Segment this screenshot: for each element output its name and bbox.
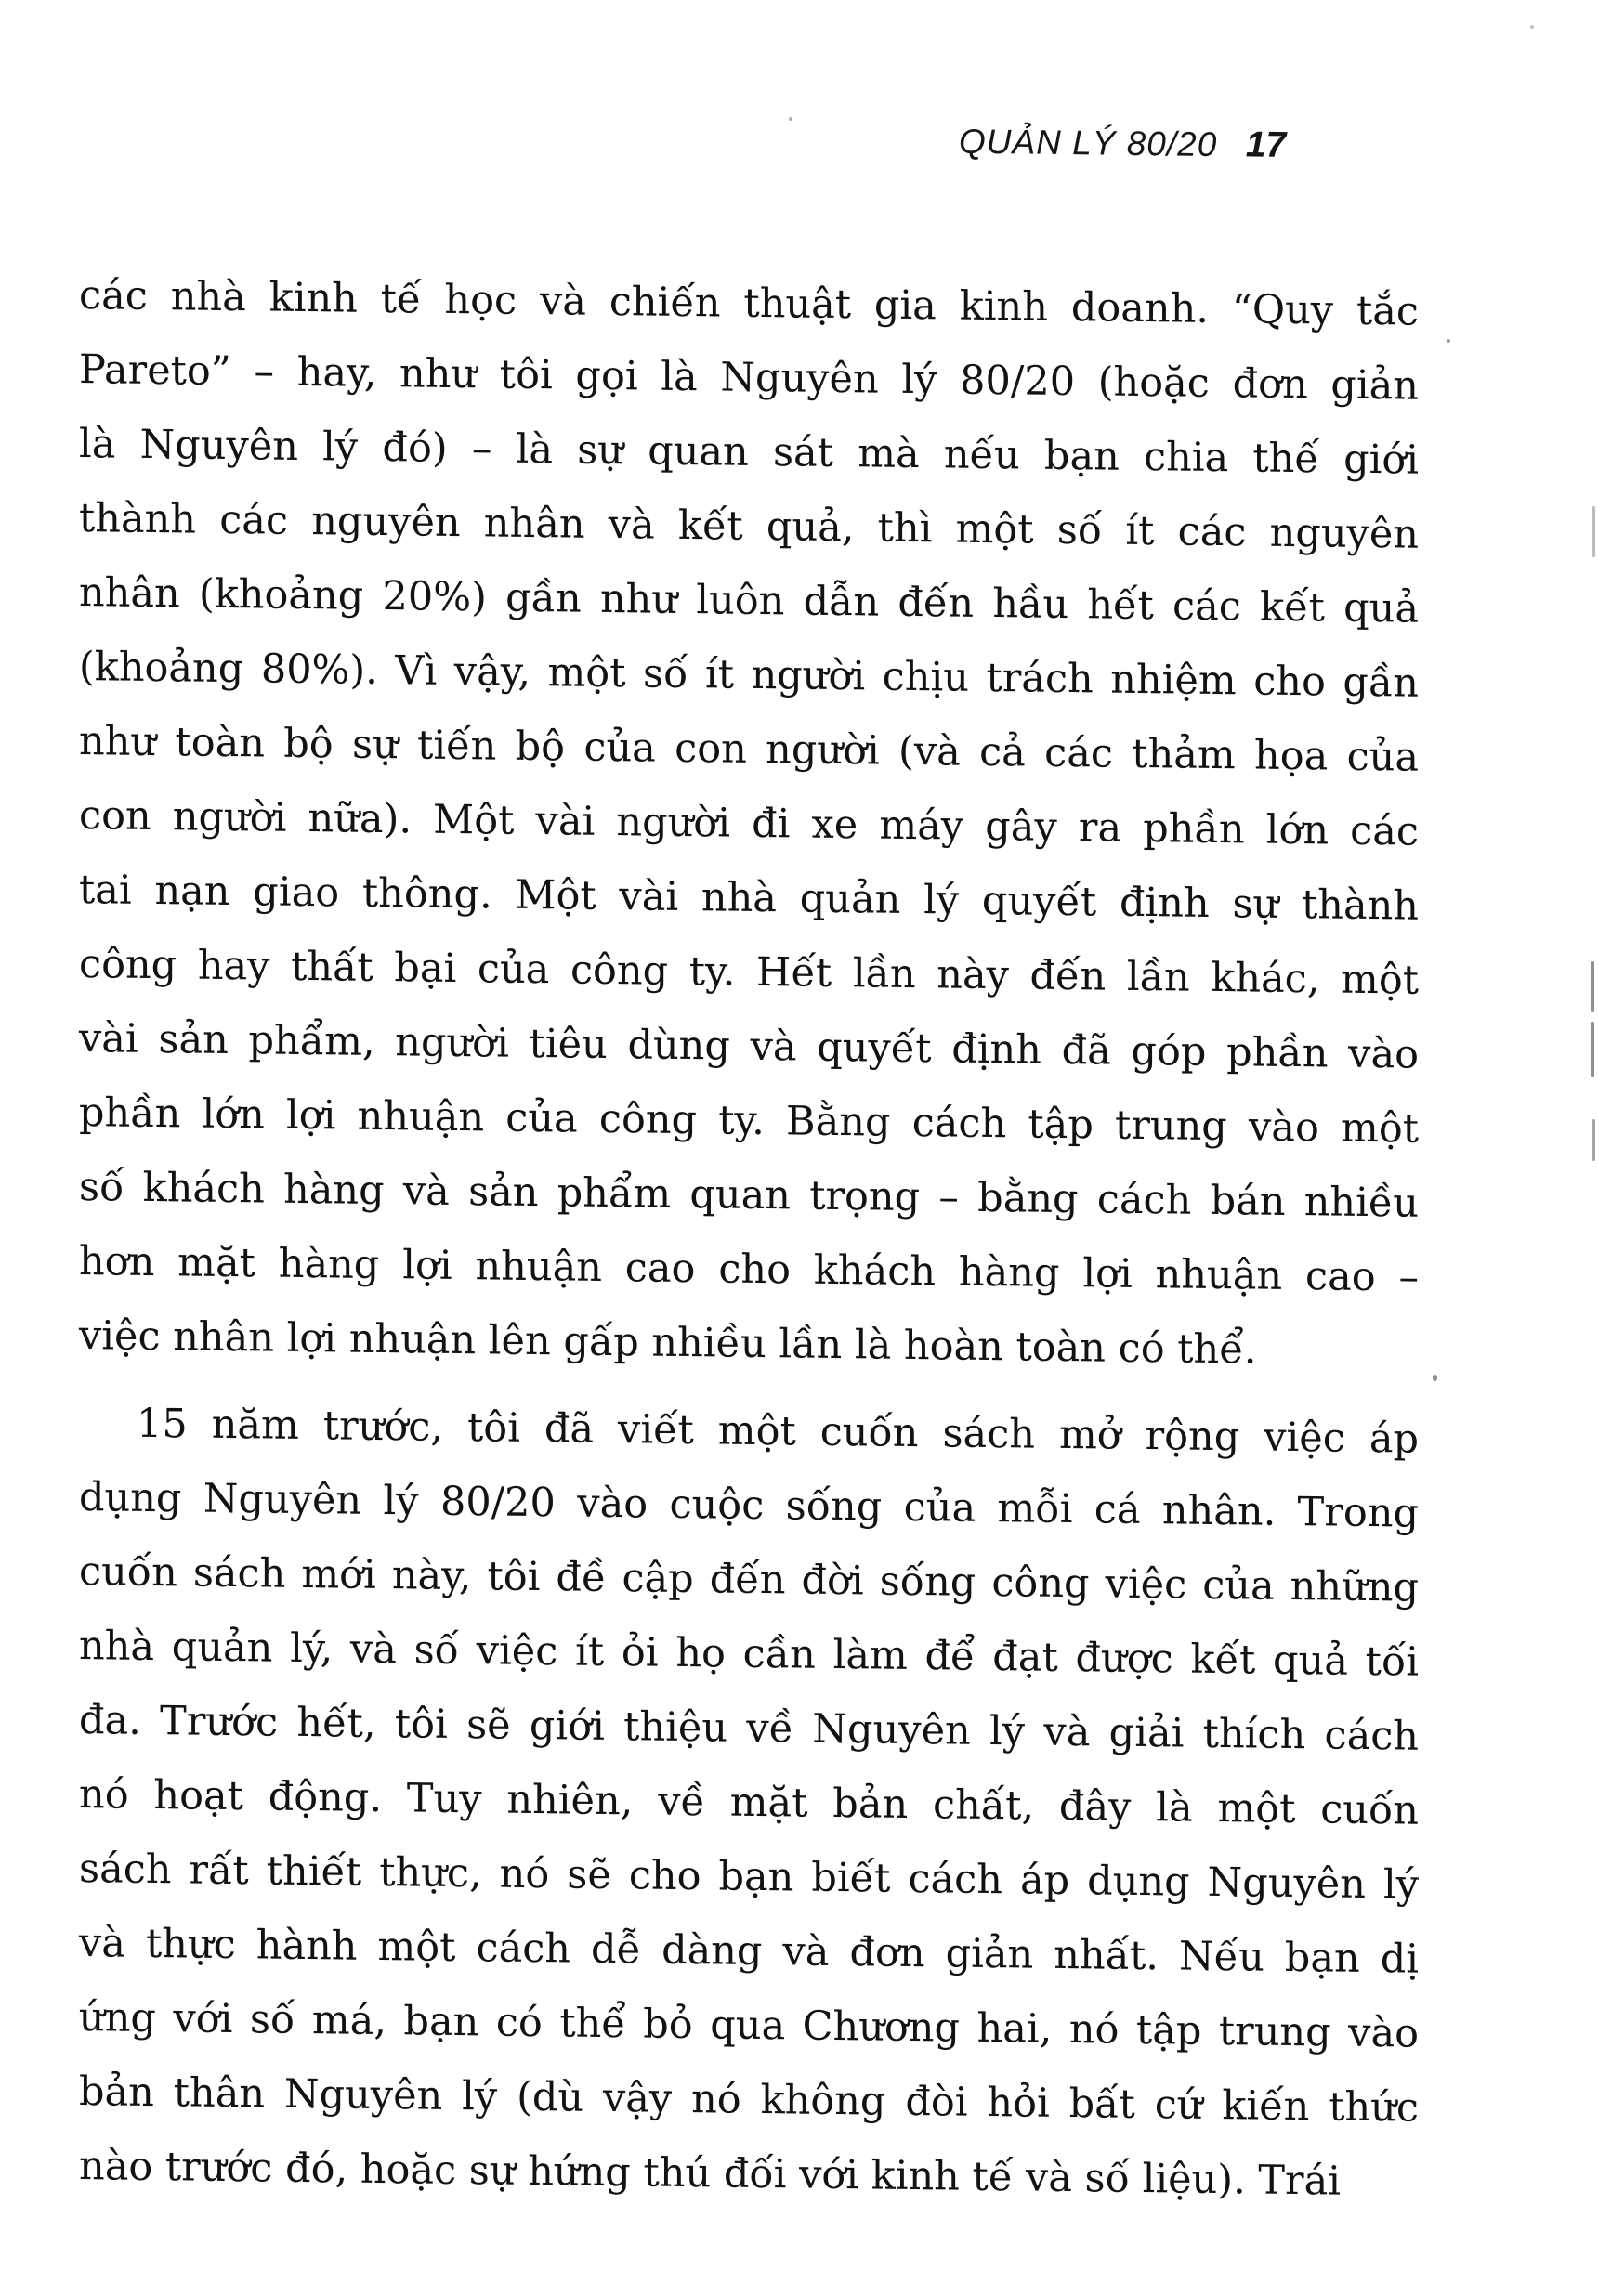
text-line: dụng Nguyên lý 80/20 vào cuộc sống của mỗi cá nhân. Trong — [79, 1474, 1419, 1537]
scan-edge-mark — [1591, 1022, 1594, 1077]
text-line: con người nữa). Một vài người đi xe máy gây ra phần lớn các — [79, 792, 1419, 855]
scan-speck — [1433, 1375, 1437, 1381]
text-line: nhà quản lý, và số việc ít ỏi họ cần làm để đạt được kết quả tối — [79, 1623, 1419, 1686]
text-line: thành các nguyên nhân và kết quả, thì một số ít các nguyên — [79, 495, 1419, 558]
running-header-title: QUẢN LÝ 80/20 — [959, 122, 1218, 164]
body-text-block — [79, 258, 1419, 2220]
text-line: nó hoạt động. Tuy nhiên, về mặt bản chất, đây là một cuốn — [79, 1771, 1419, 1834]
text-line: như toàn bộ sự tiến bộ của con người (và cả các thảm họa của — [79, 718, 1419, 781]
text-line: phần lớn lợi nhuận của công ty. Bằng cách tập trung vào một — [79, 1089, 1419, 1153]
text-line: hơn mặt hàng lợi nhuận cao cho khách hàng lợi nhuận cao – — [79, 1238, 1419, 1301]
text-line: ứng với số má, bạn có thể bỏ qua Chương hai, nó tập trung vào — [79, 1994, 1419, 2057]
page-number: 17 — [1245, 124, 1287, 165]
text-line: việc nhân lợi nhuận lên gấp nhiều lần là hoàn toàn có thể. — [79, 1312, 1257, 1374]
text-line: công hay thất bại của công ty. Hết lần này đến lần khác, một — [79, 941, 1419, 1004]
text-line: đa. Trước hết, tôi sẽ giới thiệu về Nguyên lý và giải thích cách — [79, 1697, 1419, 1760]
text-line: là Nguyên lý đó) – là sự quan sát mà nếu bạn chia thế giới — [79, 421, 1419, 484]
scan-edge-mark — [1591, 961, 1594, 1012]
scan-edge-mark — [1592, 1119, 1595, 1161]
text-line: sách rất thiết thực, nó sẽ cho bạn biết cách áp dụng Nguyên lý — [79, 1846, 1419, 1909]
scan-speck — [789, 117, 792, 121]
text-line: Pareto” – hay, như tôi gọi là Nguyên lý 80/20 (hoặc đơn giản — [79, 346, 1419, 410]
text-line: nhân (khoảng 20%) gần như luôn dẫn đến hầu hết các kết quả — [79, 569, 1419, 633]
scan-speck — [1447, 339, 1450, 343]
text-line: các nhà kinh tế học và chiến thuật gia kinh doanh. “Quy tắc — [79, 272, 1419, 335]
scan-speck — [1530, 25, 1534, 29]
text-line: vài sản phẩm, người tiêu dùng và quyết định đã góp phần vào — [79, 1015, 1419, 1078]
running-header — [959, 122, 1286, 166]
text-line: nào trước đó, hoặc sự hứng thú đối với kinh tế và số liệu). Trái — [79, 2143, 1341, 2205]
text-line: tai nạn giao thông. Một vài nhà quản lý quyết định sự thành — [79, 867, 1419, 930]
paragraph — [79, 258, 1419, 1389]
text-line: cuốn sách mới này, tôi đề cập đến đời sống công việc của những — [79, 1548, 1419, 1611]
paragraph — [79, 1386, 1419, 2220]
text-line: số khách hàng và sản phẩm quan trọng – bằng cách bán nhiều — [79, 1164, 1419, 1227]
text-line: (khoảng 80%). Vì vậy, một số ít người chịu trách nhiệm cho gần — [79, 644, 1419, 707]
text-line: 15 năm trước, tôi đã viết một cuốn sách mở rộng việc áp — [137, 1400, 1419, 1463]
scan-edge-mark — [1592, 506, 1595, 557]
text-line: và thực hành một cách dễ dàng và đơn giản nhất. Nếu bạn dị — [79, 1920, 1419, 1983]
text-line: bản thân Nguyên lý (dù vậy nó không đòi hỏi bất cứ kiến thức — [79, 2068, 1419, 2132]
